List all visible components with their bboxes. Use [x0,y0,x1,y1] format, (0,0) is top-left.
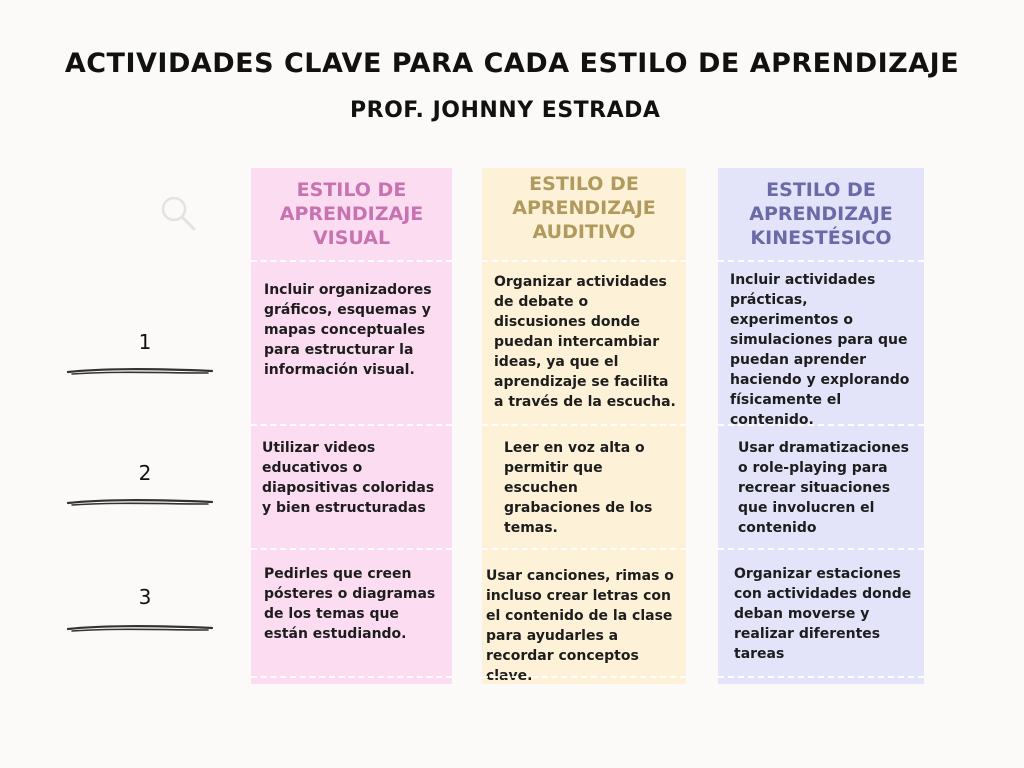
cell-auditivo-3 [482,548,686,684]
column-heading-auditivo: ESTILO DE APRENDIZAJE AUDITIVO [512,173,656,243]
column-heading-visual: ESTILO DE APRENDIZAJE VISUAL [279,179,424,249]
cell-kinestesico-2 [718,424,924,548]
divider [251,676,452,678]
cell-visual-1 [251,260,452,424]
cell-text: Pedirles que creen pósteres o diagramas de los temas que están estudiando. [264,566,436,642]
cell-text: Utilizar videos educativos o diapositivas coloridas y bien estructuradas [262,440,435,516]
cell-text: Leer en voz alta o permitir que escuchen grabaciones de los temas. [504,440,653,536]
page-title: ACTIVIDADES CLAVE PARA CADA ESTILO DE APRENDIZAJE [64,48,960,79]
column-auditivo [482,168,686,684]
cell-visual-3 [251,548,452,676]
cell-text: Incluir actividades prácticas, experimentos o simulaciones para que puedan aprender haciendo y explorando físicamente el contenido. [730,272,910,428]
row-number-1: 1 [138,330,152,354]
column-visual [251,168,452,684]
cell-text: Incluir organizadores gráficos, esquemas y mapas conceptuales para estructurar la información visual. [264,282,432,378]
search-icon [158,193,198,233]
cell-text: Organizar estaciones con actividades donde deban moverse y realizar diferentes tareas [734,566,912,662]
cell-auditivo-2 [482,424,686,548]
column-kinestesico [718,168,924,684]
brush-stroke-icon [66,622,214,636]
divider [482,676,686,678]
cell-text: Organizar actividades de debate o discusiones donde puedan intercambiar ideas, ya que el aprendizaje se facilita a través de la escucha. [494,274,676,410]
divider [718,676,924,678]
cell-auditivo-1 [482,260,686,424]
cell-text: Usar dramatizaciones o role-playing para recrear situaciones que involucren el contenido [738,440,909,536]
column-heading-kinestesico: ESTILO DE APRENDIZAJE KINESTÉSICO [749,179,893,249]
page-subtitle: PROF. JOHNNY ESTRADA [350,98,661,123]
row-number-2: 2 [138,461,152,485]
cell-visual-2 [251,424,452,548]
cell-kinestesico-3 [718,548,924,676]
cell-text: Usar canciones, rimas o incluso crear letras con el contenido de la clase para ayudarles a recordar conceptos clave. [486,568,674,684]
cell-kinestesico-1 [718,260,924,428]
brush-stroke-icon [66,496,214,510]
brush-stroke-icon [66,365,214,379]
row-number-3: 3 [138,585,152,609]
